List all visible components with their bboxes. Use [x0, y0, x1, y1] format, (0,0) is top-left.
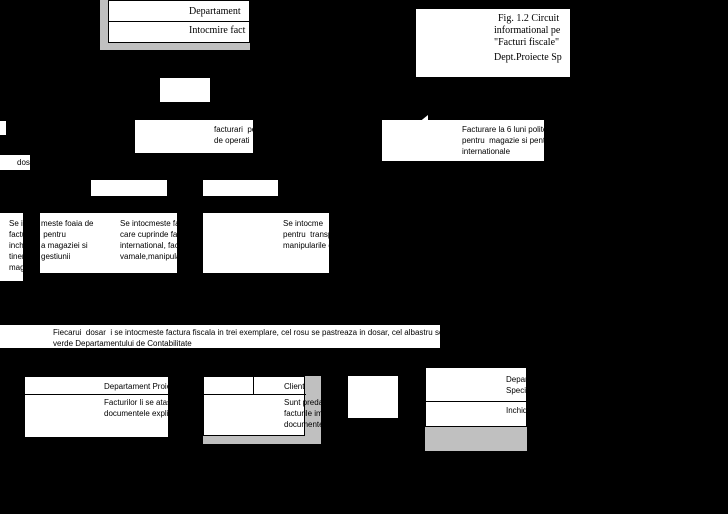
note-line-1: Fiecarui dosar i se intocmeste factura fiscala in trei exemplare, cel rosu se pastreaza in dosar, cel albastru se da — [53, 328, 455, 337]
left-dos-box — [0, 155, 30, 170]
desc-1-line-5: magaz — [9, 263, 34, 272]
desc-box-2 — [40, 213, 116, 273]
special-dept-title: Depar — [506, 375, 528, 384]
left-dos-text: dos — [17, 158, 30, 167]
figure-caption — [416, 9, 570, 77]
connector-box — [160, 78, 210, 102]
project-dept-line-2: documentele expli — [104, 409, 169, 418]
client-title: Client — [284, 382, 305, 391]
department-title: Departament — [189, 6, 241, 17]
desc-4-line-1: Se intocme — [283, 219, 324, 228]
client-line-1: Sunt preda — [284, 398, 324, 407]
department-header-card — [108, 0, 250, 43]
desc-3-line-4: vamale,manipula — [120, 252, 181, 261]
desc-box-1 — [0, 213, 34, 281]
client-line-3: documente — [284, 420, 324, 429]
desc-2-line-2: pentru — [41, 230, 66, 239]
desc-1-line-2: factu — [9, 230, 27, 239]
desc-3-line-3: international, fac — [120, 241, 179, 250]
desc-2-line-3: a magaziei si — [41, 241, 88, 250]
billing-process-box — [135, 120, 257, 153]
left-edge-stub — [0, 121, 6, 135]
special-dept-card — [425, 367, 532, 427]
label-box-right — [203, 180, 278, 196]
six-month-billing-box — [382, 120, 548, 161]
project-dept-line-1: Facturilor li se atas — [104, 398, 172, 407]
desc-1-line-1: Se i — [9, 219, 23, 228]
project-dept-panel — [24, 376, 172, 438]
desc-3-line-1: Se intocmeste fa — [120, 219, 180, 228]
department-subtitle: Intocmire fact — [189, 25, 246, 36]
desc-4-line-3: manipularile d — [283, 241, 333, 250]
desc-3-line-2: care cuprinde fa — [120, 230, 178, 239]
client-tab-edge — [253, 377, 254, 394]
caption-line-3: "Facturi fiscale" — [494, 37, 560, 48]
project-dept-divider — [25, 394, 170, 395]
label-box-left — [91, 180, 167, 196]
desc-1-line-4: tinere — [9, 252, 30, 261]
desc-4-line-2: pentru transp — [283, 230, 333, 239]
caption-line-2: informational pe — [494, 25, 561, 36]
billing-line-1: facturari pe — [214, 125, 257, 134]
right-box-notch — [418, 115, 428, 123]
header-divider — [109, 21, 251, 22]
client-card — [203, 376, 328, 436]
project-dept-title: Departament Proie — [104, 382, 172, 391]
special-dept-divider — [426, 401, 528, 402]
desc-2-line-4: gestiunii — [41, 252, 71, 261]
caption-line-1: Fig. 1.2 Circuit — [498, 13, 560, 24]
six-month-line-1: Facturare la 6 luni polite — [462, 125, 548, 134]
desc-box-3 — [115, 213, 181, 273]
client-line-2: facturile imp — [284, 409, 328, 418]
archive-box — [348, 376, 398, 418]
desc-2-line-1: meste foaia de — [41, 219, 94, 228]
six-month-line-3: internationale — [462, 147, 511, 156]
note-line-2: verde Departamentului de Contabilitate — [53, 339, 192, 348]
desc-box-4 — [203, 213, 333, 273]
desc-1-line-3: inchir — [9, 241, 29, 250]
special-dept-title-2: Specia — [506, 386, 531, 395]
six-month-line-2: pentru magazie si pentr — [462, 136, 548, 145]
client-divider — [204, 394, 306, 395]
billing-line-2: de operati — [214, 136, 250, 145]
caption-line-4: Dept.Proiecte Sp — [494, 52, 562, 63]
special-dept-line-1: Inchide — [506, 406, 532, 415]
invoice-note-bar — [0, 325, 455, 348]
